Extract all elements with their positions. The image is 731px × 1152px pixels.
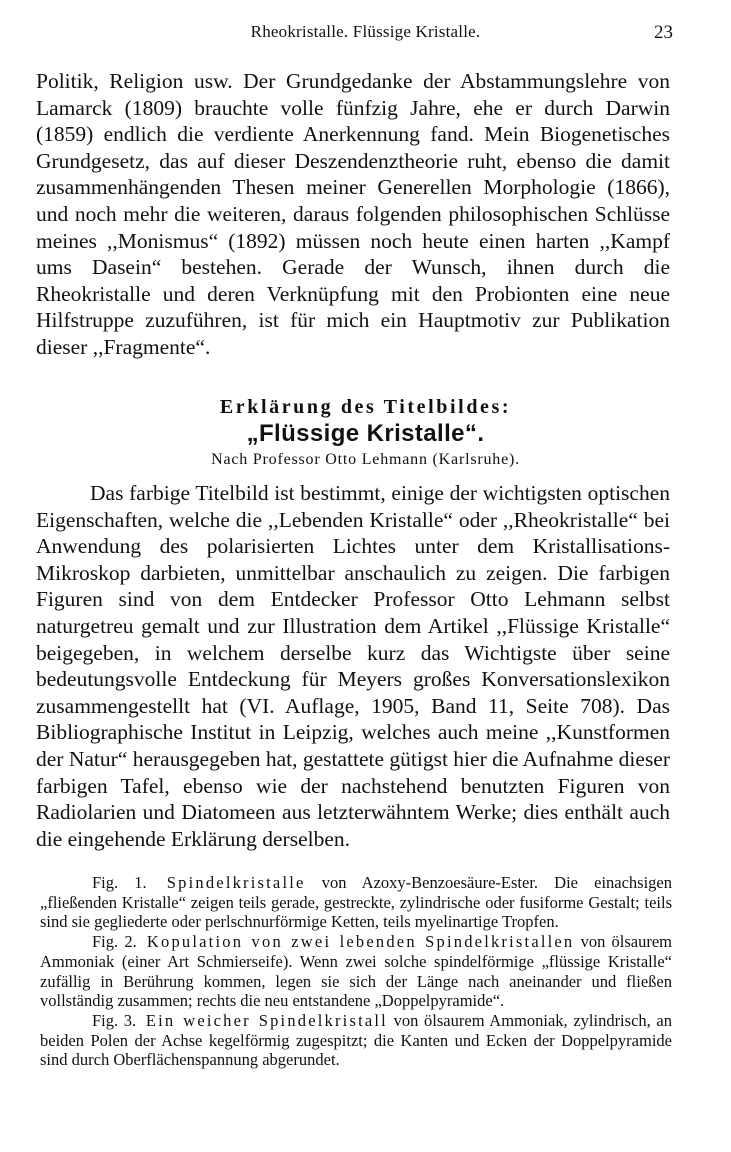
- section-subtitle: Nach Professor Otto Lehmann (Karlsruhe).: [211, 451, 520, 468]
- intro-paragraph: Politik, Religion usw. Der Grundgedanke der Abstammungslehre von Lamarck (1809) brauchte volle fünfzig Jahre, ehe er durch Darwin (1859) endlich die verdiente Anerkennung fand. Mein Biogenetisches Grundgesetz, das auf dieser Deszendenztheorie ruht, ebenso die damit zusammenhängenden Thesen meiner Generellen Morphologie (1866), und noch mehr die weiteren, daraus folgenden philosophischen Schlüsse meines ,,Monismus“ (1892) müssen noch heute einen harten ,,Kampf ums Dasein“ bestehen. Gerade der Wunsch, ihnen durch die Rheokristalle und deren Verknüpfung mit den Probionten eine neue Hilfstruppe zuzuführen, ist für mich ein Hauptmotiv zur Publikation dieser ,,Fragmente“.: [36, 69, 670, 359]
- figure-label: Fig. 2.: [92, 932, 137, 952]
- page-number: 23: [654, 22, 673, 43]
- figure-label: Fig. 3.: [92, 1010, 137, 1030]
- figure-captions: [40, 873, 672, 1070]
- figure-name: Ein weicher Spindelkristall: [145, 1010, 388, 1030]
- figure-caption: [40, 873, 672, 932]
- figure-caption: [40, 1011, 672, 1070]
- running-title: Rheokristalle. Flüssige Kristalle.: [250, 22, 481, 41]
- section-title: „Flüssige Kristalle“.: [246, 420, 485, 447]
- figure-caption-text: von ölsaurem Ammoniak (einer Art Schmierseife). Wenn zwei solche spindelförmige „flüssige Kristalle“ zufällig in Berührung kommen, legen sie sich der Länge nach aneinander und fließen vollständig zusammen; rechts die neu entstandene „Doppelpyramide“.: [40, 932, 673, 1011]
- running-header: [0, 22, 731, 50]
- figure-name: Kopulation von zwei lebenden Spindelkristallen: [146, 932, 575, 952]
- explanation-paragraph: Das farbige Titelbild ist bestimmt, einige der wichtigsten optischen Eigenschaften, welche die ,,Lebenden Kristalle“ oder ,,Rheokristalle“ bei Anwendung des polarisierten Lichtes unter dem Kristallisations-Mikroskop darbieten, unmittelbar anschaulich zu zeigen. Die farbigen Figuren sind von dem Entdecker Professor Otto Lehmann selbst naturgetreu gemalt und zur Illustration dem Artikel ,,Flüssige Kristalle“ beigegeben, in welchem derselbe kurz das Wichtigste über seine bedeutungsvolle Entdeckung für Meyers großes Konversationslexikon zusammengestellt hat (VI. Auflage, 1905, Band 11, Seite 708). Das Bibliographische Institut in Leipzig, welches auch meine ,,Kunstformen der Natur“ herausgegeben hat, gestattete gütigst hier die Aufnahme dieser farbigen Tafel, ebenso wie der nachstehend benutzten Figuren von Radiolarien und Diatomeen aus letzterwähntem Werke; dies enthält auch die eingehende Erklärung derselben.: [36, 481, 671, 851]
- figure-caption: [40, 932, 672, 1011]
- section-label: Erklärung des Titelbildes:: [219, 396, 512, 418]
- figure-caption-text: von ölsaurem Ammoniak, zylindrisch, an beiden Polen der Achse kegelförmig zugespitzt; die Kanten und Ecken der Doppelpyramide sind durch Oberflächenspannung abgerundet.: [40, 1010, 673, 1070]
- figure-name: Spindelkristalle: [166, 873, 306, 892]
- figure-label: Fig. 1.: [92, 873, 147, 892]
- figure-caption-text: von Azoxy-Benzoesäure-Ester. Die einachsigen „fließenden Kristalle“ zeigen teils gerade, gestreckte, zylindrische oder fusiforme Gestalt; teils sind sie gegliederte oder perlschnurförmige Ketten, teils myelinartige Tropfen.: [40, 873, 673, 932]
